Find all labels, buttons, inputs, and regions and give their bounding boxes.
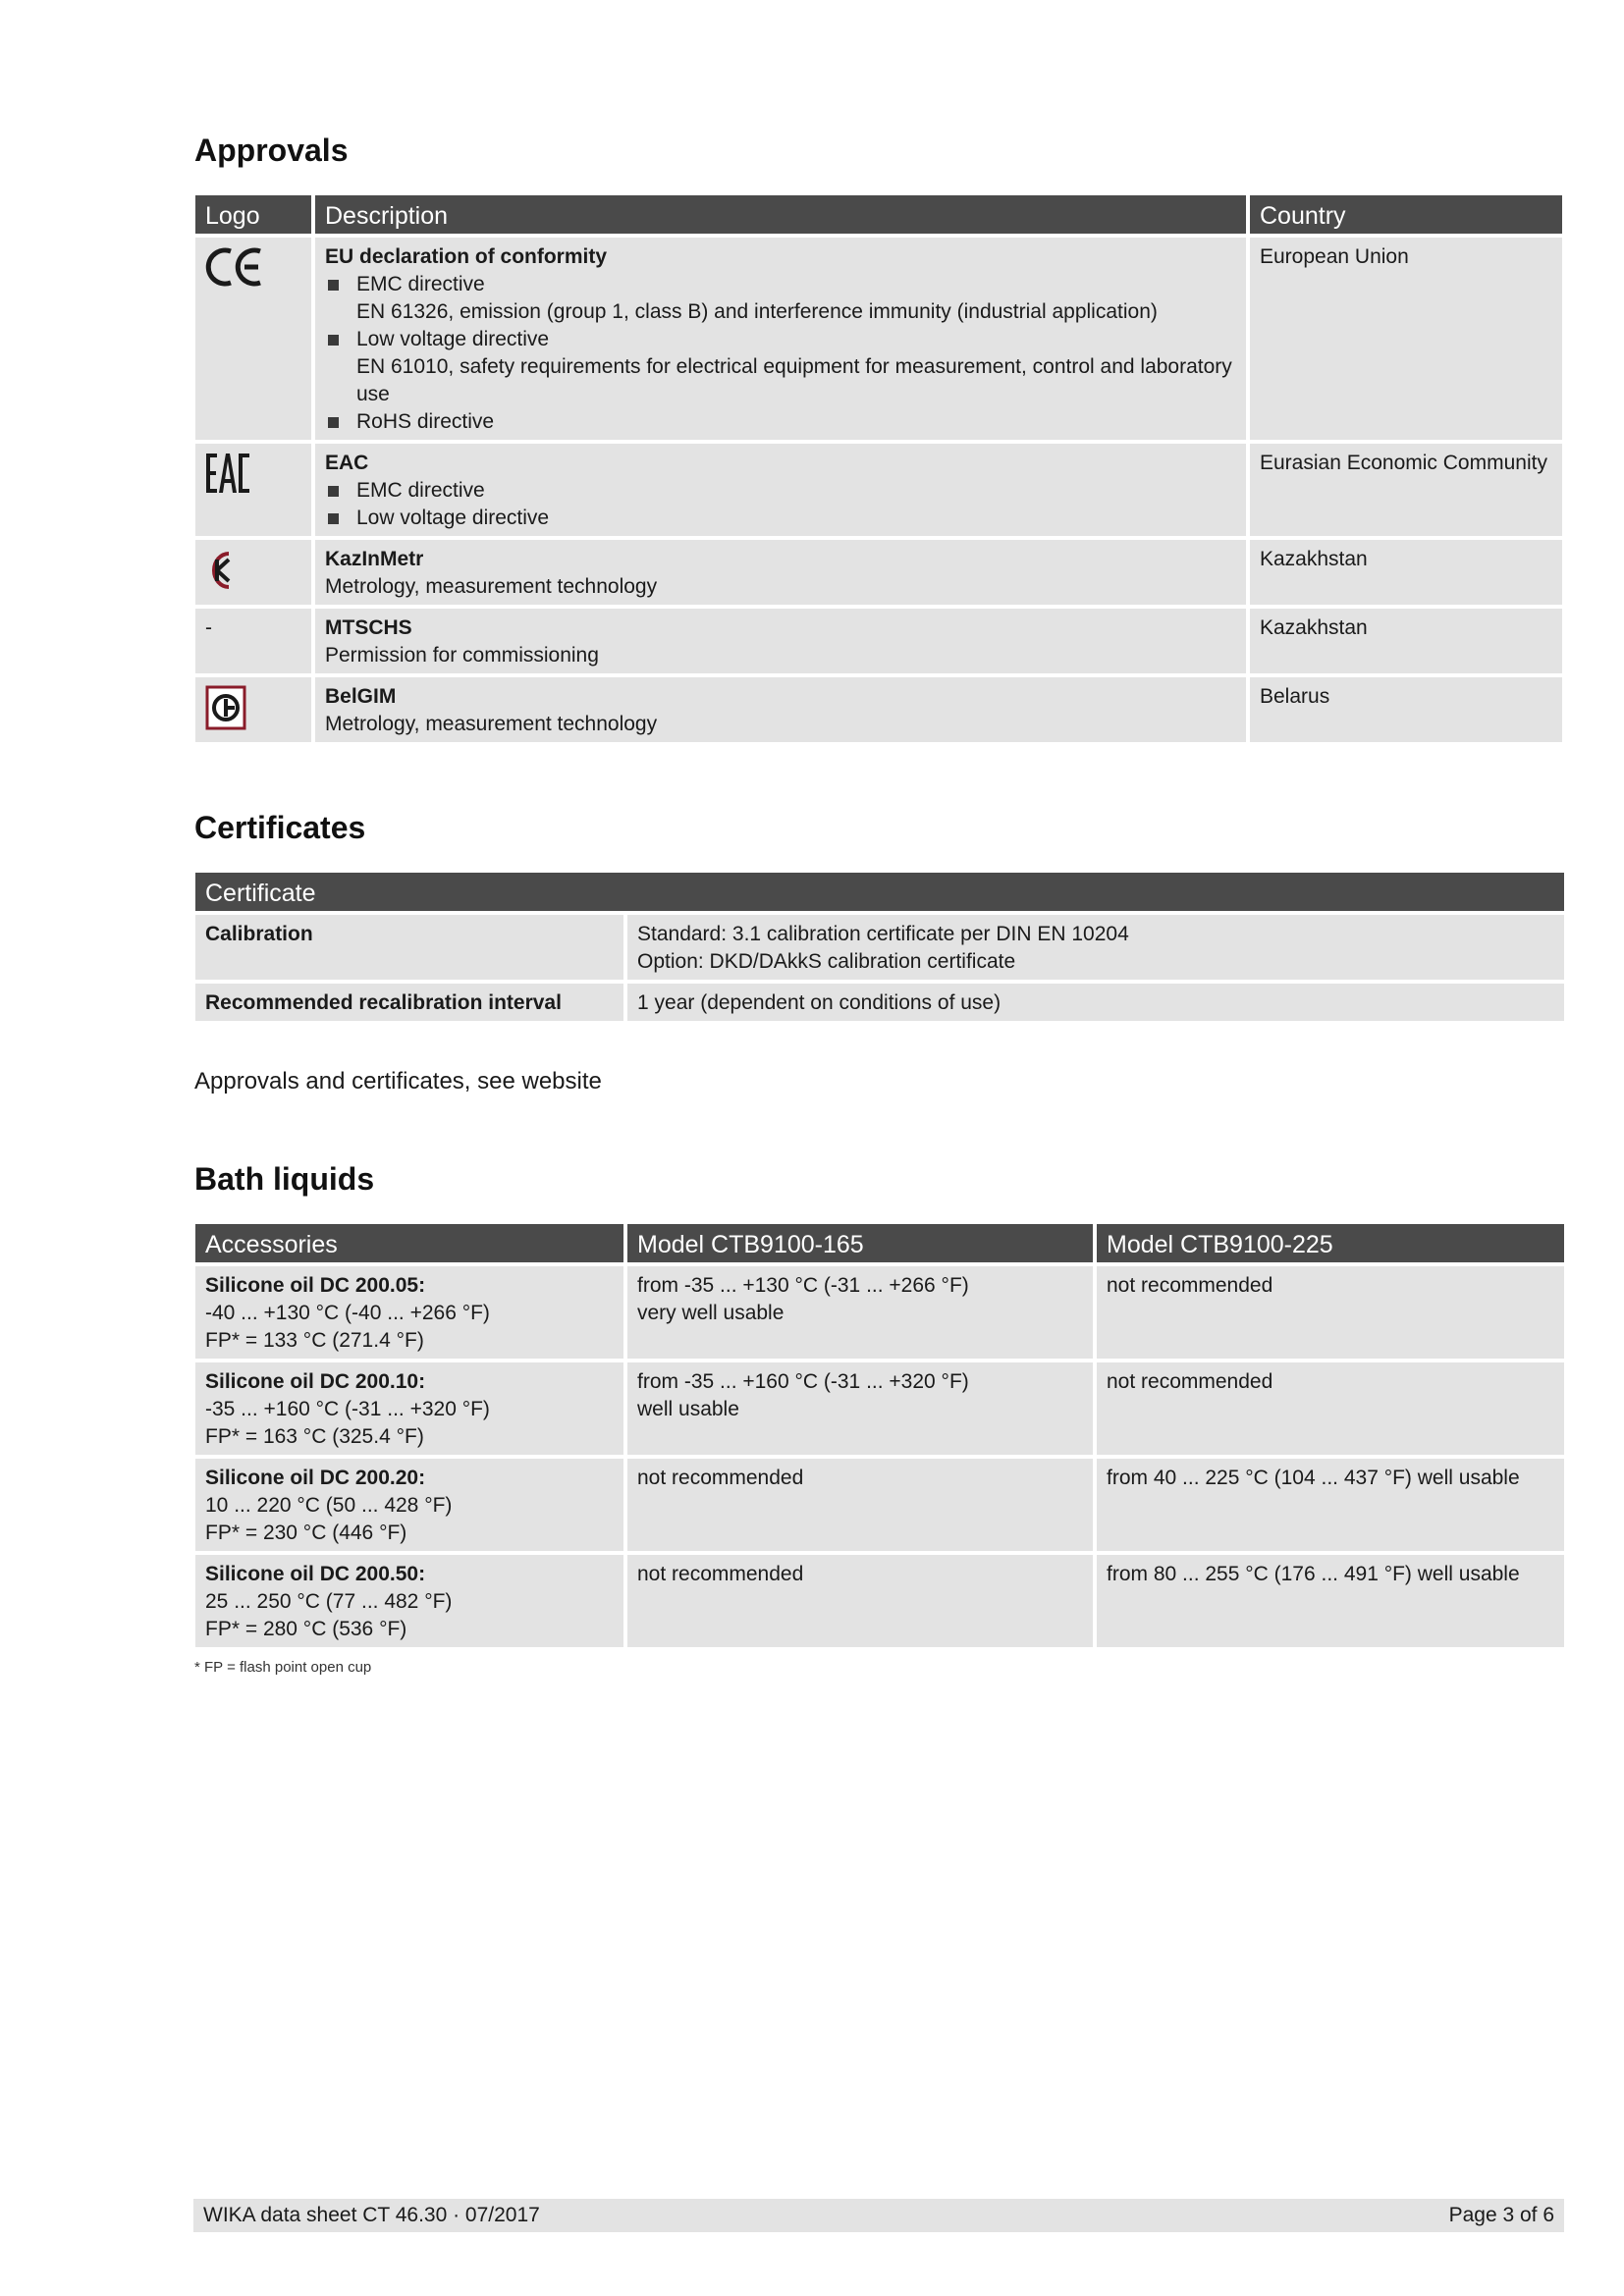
oil-range: -35 ... +160 °C (-31 ... +320 °F)	[205, 1398, 490, 1420]
table-row	[195, 1266, 1564, 1359]
certificate-line: Option: DKD/DAkkS calibration certificate	[637, 950, 1016, 973]
usage-line: from 80 ... 255 °C (176 ... 491 °F) well usable	[1107, 1563, 1520, 1585]
header-logo: Logo	[195, 195, 311, 234]
model-225-cell	[1097, 1555, 1564, 1647]
oil-range: 25 ... 250 °C (77 ... 482 °F)	[205, 1590, 453, 1613]
usage-line: from -35 ... +130 °C (-31 ... +266 °F)	[637, 1274, 969, 1297]
logo-cell	[195, 677, 311, 742]
eac-mark-icon	[205, 452, 250, 495]
header-description: Description	[315, 195, 1246, 234]
model-165-cell	[627, 1459, 1093, 1551]
oil-name: Silicone oil DC 200.05:	[205, 1274, 426, 1297]
header-model-225: Model CTB9100-225	[1097, 1224, 1564, 1262]
usage-line: not recommended	[637, 1467, 804, 1489]
header-model-165: Model CTB9100-165	[627, 1224, 1093, 1262]
oil-flash-point: FP* = 163 °C (325.4 °F)	[205, 1425, 424, 1448]
accessory-cell	[195, 1555, 623, 1647]
approval-title: EU declaration of conformity	[325, 245, 608, 268]
model-165-cell	[627, 1555, 1093, 1647]
approval-title: MTSCHS	[325, 616, 412, 639]
approval-text: Permission for commissioning	[325, 644, 599, 667]
table-row	[195, 915, 1564, 980]
oil-name: Silicone oil DC 200.50:	[205, 1563, 426, 1585]
model-225-cell	[1097, 1266, 1564, 1359]
list-item: EMC directive	[325, 477, 1236, 505]
approval-title: EAC	[325, 452, 369, 474]
approvals-heading: Approvals	[194, 133, 349, 168]
certificate-line: 1 year (dependent on conditions of use)	[637, 991, 1001, 1014]
kazinmetr-mark-icon	[205, 548, 239, 593]
description-cell	[315, 444, 1246, 536]
list-item-detail: EN 61010, safety requirements for electrical equipment for measurement, control and laboratory use	[356, 355, 1232, 405]
oil-flash-point: FP* = 230 °C (446 °F)	[205, 1522, 407, 1544]
approval-title: BelGIM	[325, 685, 397, 708]
page-footer	[193, 2199, 1564, 2232]
certificate-value	[627, 915, 1564, 980]
certificate-label: Recommended recalibration interval	[195, 984, 623, 1021]
accessory-cell	[195, 1362, 623, 1455]
list-item: EMC directive	[325, 271, 1236, 298]
flash-point-footnote: * FP = flash point open cup	[194, 1659, 372, 1676]
description-cell	[315, 609, 1246, 673]
header-accessories: Accessories	[195, 1224, 623, 1262]
certificates-heading: Certificates	[194, 810, 366, 845]
table-row	[195, 1555, 1564, 1647]
usage-line: not recommended	[637, 1563, 804, 1585]
list-item-detail: EN 61326, emission (group 1, class B) and interference immunity (industrial application)	[356, 300, 1158, 323]
approvals-header-row	[195, 195, 1562, 234]
approvals-note: Approvals and certificates, see website	[194, 1068, 602, 1095]
header-country: Country	[1250, 195, 1562, 234]
footer-document-id: WIKA data sheet CT 46.30 · 07/2017	[203, 2204, 540, 2226]
approval-text: Metrology, measurement technology	[325, 713, 658, 735]
table-row	[195, 609, 1562, 673]
logo-cell	[195, 540, 311, 605]
table-row	[195, 444, 1562, 536]
usage-line: from 40 ... 225 °C (104 ... 437 °F) well usable	[1107, 1467, 1520, 1489]
model-165-cell	[627, 1362, 1093, 1455]
approval-text: Metrology, measurement technology	[325, 575, 658, 598]
model-225-cell	[1097, 1362, 1564, 1455]
ce-mark-icon	[205, 245, 266, 289]
description-cell	[315, 677, 1246, 742]
bath-liquids-header-row	[195, 1224, 1564, 1262]
model-165-cell	[627, 1266, 1093, 1359]
header-certificate: Certificate	[195, 873, 1564, 911]
certificate-line: Standard: 3.1 calibration certificate per DIN EN 10204	[637, 923, 1129, 945]
oil-flash-point: FP* = 133 °C (271.4 °F)	[205, 1329, 424, 1352]
approval-title: KazInMetr	[325, 548, 424, 570]
table-row	[195, 984, 1564, 1021]
certificates-table	[191, 869, 1568, 1025]
footer-page-number: Page 3 of 6	[1448, 2204, 1554, 2226]
table-row	[195, 1459, 1564, 1551]
country-cell: Kazakhstan	[1250, 609, 1562, 673]
certificate-label: Calibration	[195, 915, 623, 980]
usage-line: not recommended	[1107, 1370, 1273, 1393]
list-item: Low voltage directive	[325, 505, 1236, 532]
usage-line: very well usable	[637, 1302, 785, 1324]
approvals-table	[191, 191, 1566, 746]
table-row	[195, 1362, 1564, 1455]
usage-line: from -35 ... +160 °C (-31 ... +320 °F)	[637, 1370, 969, 1393]
logo-cell: -	[195, 609, 311, 673]
table-row	[195, 677, 1562, 742]
country-cell: European Union	[1250, 238, 1562, 440]
oil-name: Silicone oil DC 200.20:	[205, 1467, 426, 1489]
list-item: Low voltage directive	[325, 326, 1236, 353]
country-cell: Kazakhstan	[1250, 540, 1562, 605]
oil-range: 10 ... 220 °C (50 ... 428 °F)	[205, 1494, 453, 1517]
belgim-mark-icon	[205, 685, 248, 730]
description-cell	[315, 238, 1246, 440]
oil-range: -40 ... +130 °C (-40 ... +266 °F)	[205, 1302, 490, 1324]
model-225-cell	[1097, 1459, 1564, 1551]
list-item: RoHS directive	[325, 408, 1236, 436]
certificate-value	[627, 984, 1564, 1021]
description-cell	[315, 540, 1246, 605]
table-row	[195, 238, 1562, 440]
country-cell: Eurasian Economic Community	[1250, 444, 1562, 536]
logo-cell	[195, 238, 311, 440]
table-row	[195, 540, 1562, 605]
oil-name: Silicone oil DC 200.10:	[205, 1370, 426, 1393]
accessory-cell	[195, 1266, 623, 1359]
country-cell: Belarus	[1250, 677, 1562, 742]
logo-cell	[195, 444, 311, 536]
oil-flash-point: FP* = 280 °C (536 °F)	[205, 1618, 407, 1640]
bath-liquids-table	[191, 1220, 1568, 1651]
usage-line: not recommended	[1107, 1274, 1273, 1297]
certificates-header-row	[195, 873, 1564, 911]
bath-liquids-heading: Bath liquids	[194, 1161, 375, 1197]
accessory-cell	[195, 1459, 623, 1551]
usage-line: well usable	[637, 1398, 739, 1420]
